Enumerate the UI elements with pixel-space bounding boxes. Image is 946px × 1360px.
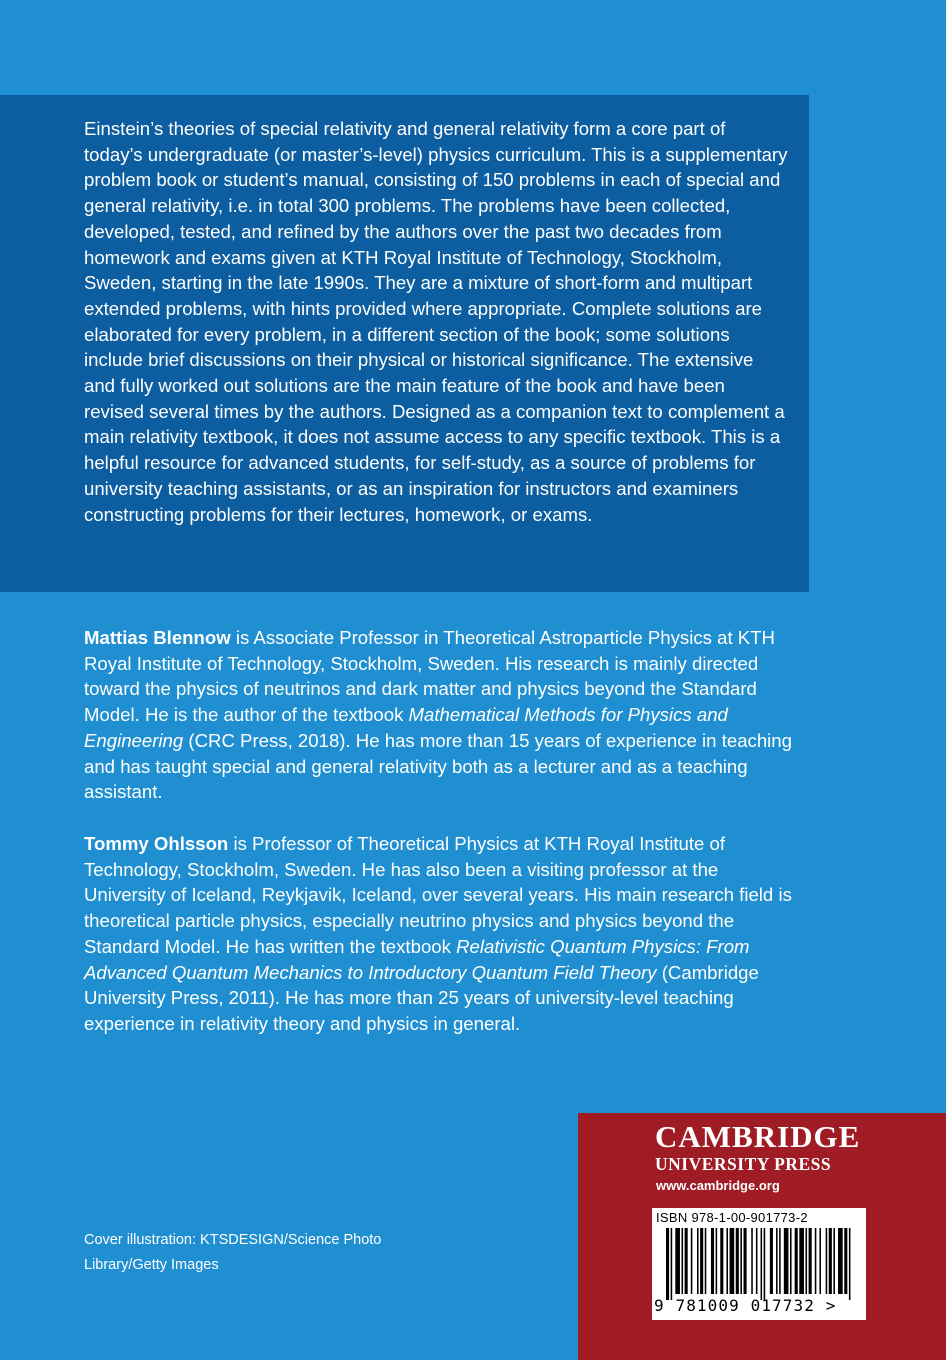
credit-line-2: Library/Getty Images — [84, 1257, 219, 1273]
book-title: Mathematical Methods for Physics and Engineering — [84, 704, 728, 751]
barcode-bar — [720, 1228, 723, 1294]
barcode-bar — [691, 1228, 693, 1294]
isbn-barcode — [652, 1208, 866, 1320]
barcode-bar — [744, 1228, 747, 1294]
bio-text: is Professor of Theoretical Physics at KTH Royal Institute of Technology, Stockholm, Sweden. He has also been a visiting professor at the University of Iceland, Reykjavik, Iceland, over several years. His main research field is theoretical particle physics, especially neutrino physics and physics beyond the Standard Model. He has written the textbook — [84, 833, 792, 957]
barcode-bar — [730, 1228, 735, 1294]
barcode-bar — [770, 1228, 773, 1294]
barcode-bar — [726, 1228, 728, 1294]
barcode-bar — [784, 1228, 789, 1294]
bio-text: is Associate Professor in Theoretical Astroparticle Physics at KTH Royal Institute of Technology, Stockholm, Sweden. His research is mainly directed toward the physics of neutrinos and dark matter and physics beyond the Standard Model. He is the author of the textbook — [84, 627, 775, 726]
barcode-bar — [682, 1228, 684, 1294]
bio-text: (Cambridge University Press, 2011). He has more than 25 years of university-level teaching experience in relativity theory and physics in general. — [84, 961, 759, 1034]
book-title: Relativistic Quantum Physics: From Advanced Quantum Mechanics to Introductory Quantum Field Theory — [84, 935, 750, 983]
barcode-bar — [809, 1228, 812, 1294]
barcode-bar — [711, 1228, 714, 1294]
barcode-bar — [756, 1228, 758, 1294]
barcode-bar — [705, 1228, 707, 1294]
bio-text: (CRC Press, 2018). He has more than 15 years of experience in teaching and has taught special and general relativity both as a lecturer and as a teaching assistant. — [84, 729, 792, 803]
barcode-bar — [790, 1228, 792, 1294]
barcode-bar — [838, 1228, 843, 1294]
barcode-bar — [829, 1228, 832, 1294]
barcode-bar — [819, 1228, 821, 1294]
author-bio-blennow — [84, 625, 804, 805]
barcode-bar — [736, 1228, 739, 1294]
barcode-bar — [761, 1228, 763, 1300]
publisher-logo-subtitle: UNIVERSITY PRESS — [655, 1154, 832, 1174]
author-name: Mattias Blennow — [84, 627, 231, 648]
barcode-bar — [671, 1228, 673, 1300]
barcode-bar — [764, 1228, 766, 1300]
barcode-bar — [700, 1228, 703, 1294]
barcode-bar — [740, 1228, 742, 1294]
barcode-bar — [826, 1228, 828, 1294]
barcode-bar — [833, 1228, 835, 1294]
credit-line-1: Cover illustration: KTSDESIGN/Science Photo — [84, 1232, 382, 1248]
back-cover-blurb: Einstein’s theories of special relativity and general relativity form a core part of today’s undergraduate (or master’s-level) physics curriculum. This is a supplementary problem book or student’s manual, consisting of 150 problems in each of special and general relativity, i.e. in total 300 problems. The problems have been collected, developed, tested, and refined by the authors over the past two decades from homework and exams given at KTH Royal Institute of Technology, Stockholm, Sweden, starting in the late 1990s. They are a mixture of short-form and multipart extended problems, with hints provided where appropriate. Complete solutions are elaborated for every problem, in a different section of the book; some solutions include brief discussions on their physical or historical significance. The extensive and fully worked out solutions are the main feature of the book and have been revised several times by the authors. Designed as a companion text to complement a main relativity textbook, it does not assume access to any specific textbook. This is a helpful resource for advanced students, for self-study, as a source of problems for university teaching assistants, or as an inspiration for instructors and examiners constructing problems for their lectures, homework, or exams. — [84, 118, 788, 525]
isbn-label: ISBN 978-1-00-901773-2 — [656, 1210, 808, 1225]
barcode-digits: 9 781009 017732 > — [654, 1296, 837, 1315]
cover-illustration-credit — [84, 1228, 444, 1278]
barcode-bar — [795, 1228, 798, 1294]
barcode-bar — [849, 1228, 851, 1300]
barcode-bar — [716, 1228, 718, 1294]
barcode-bar — [666, 1228, 669, 1300]
publisher-logo-name: CAMBRIDGE — [655, 1119, 861, 1154]
author-bio-ohlsson — [84, 831, 804, 1037]
barcode-bar — [806, 1228, 808, 1294]
barcode-bar — [815, 1228, 817, 1294]
barcode-bar — [675, 1228, 680, 1294]
barcode-bar — [779, 1228, 781, 1294]
author-name: Tommy Ohlsson — [84, 833, 229, 854]
barcode-bar — [697, 1228, 699, 1294]
barcode-bar — [751, 1228, 753, 1294]
barcode-bar — [776, 1228, 778, 1294]
barcode-bar — [685, 1228, 688, 1294]
barcode-bar — [799, 1228, 804, 1294]
publisher-url: www.cambridge.org — [656, 1178, 780, 1193]
barcode-bar — [844, 1228, 847, 1294]
